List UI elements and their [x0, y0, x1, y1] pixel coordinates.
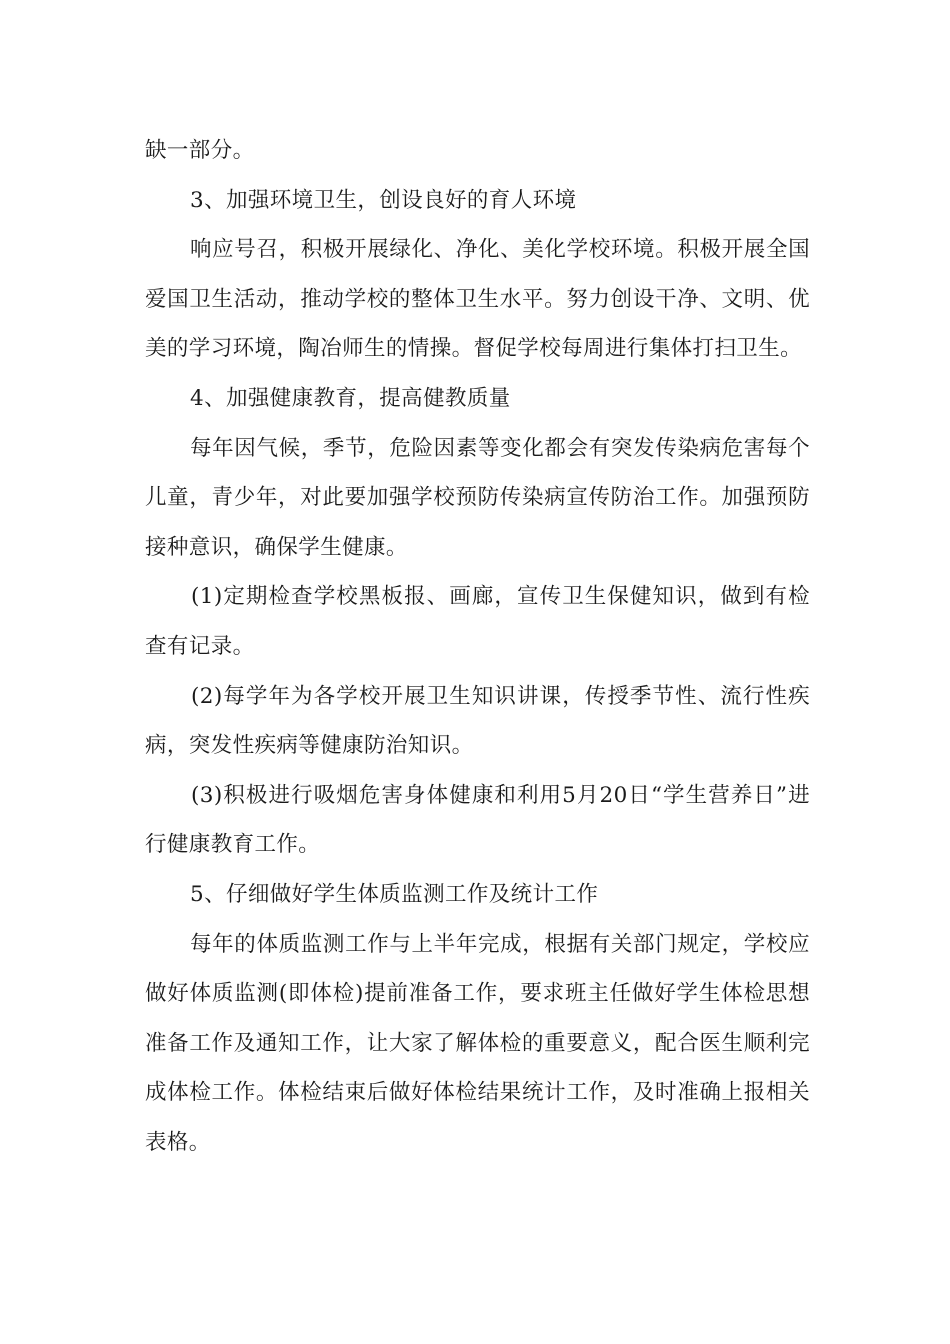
paragraph-physical-monitoring: 每年的体质监测工作与上半年完成，根据有关部门规定，学校应做好体质监测(即体检)提前准备工作，要求班主任做好学生体检思想准备工作及通知工作，让大家了解体检的重要意义，配合医生顺利完成体检工作。体检结束后做好体检结果统计工作，及时准确上报相关表格。 [145, 931, 810, 1155]
section-heading-4: 4、加强健康教育，提高健教质量 [190, 385, 511, 411]
paragraph-health-education: 每年因气候，季节，危险因素等变化都会有突发传染病危害每个儿童，青少年，对此要加强学校预防传染病宣传防治工作。加强预防接种意识，确保学生健康。 [145, 435, 810, 560]
paragraph-environment: 响应号召，积极开展绿化、净化、美化学校环境。积极开展全国爱国卫生活动，推动学校的整体卫生水平。努力创设干净、文明、优美的学习环境，陶冶师生的情操。督促学校每周进行集体打扫卫生。 [145, 237, 810, 362]
document-body [145, 126, 810, 1167]
section-heading-3: 3、加强环境卫生，创设良好的育人环境 [190, 187, 577, 213]
section-heading-5: 5、仔细做好学生体质监测工作及统计工作 [190, 881, 599, 907]
list-item-1: (1)定期检查学校黑板报、画廊，宣传卫生保健知识，做到有检查有记录。 [145, 584, 810, 659]
paragraph-continuation: 缺一部分。 [145, 138, 255, 163]
list-item-3: (3)积极进行吸烟危害身体健康和利用5月20日“学生营养日”进行健康教育工作。 [145, 782, 810, 858]
list-item-2: (2)每学年为各学校开展卫生知识讲课，传授季节性、流行性疾病，突发性疾病等健康防治知识。 [145, 683, 810, 759]
